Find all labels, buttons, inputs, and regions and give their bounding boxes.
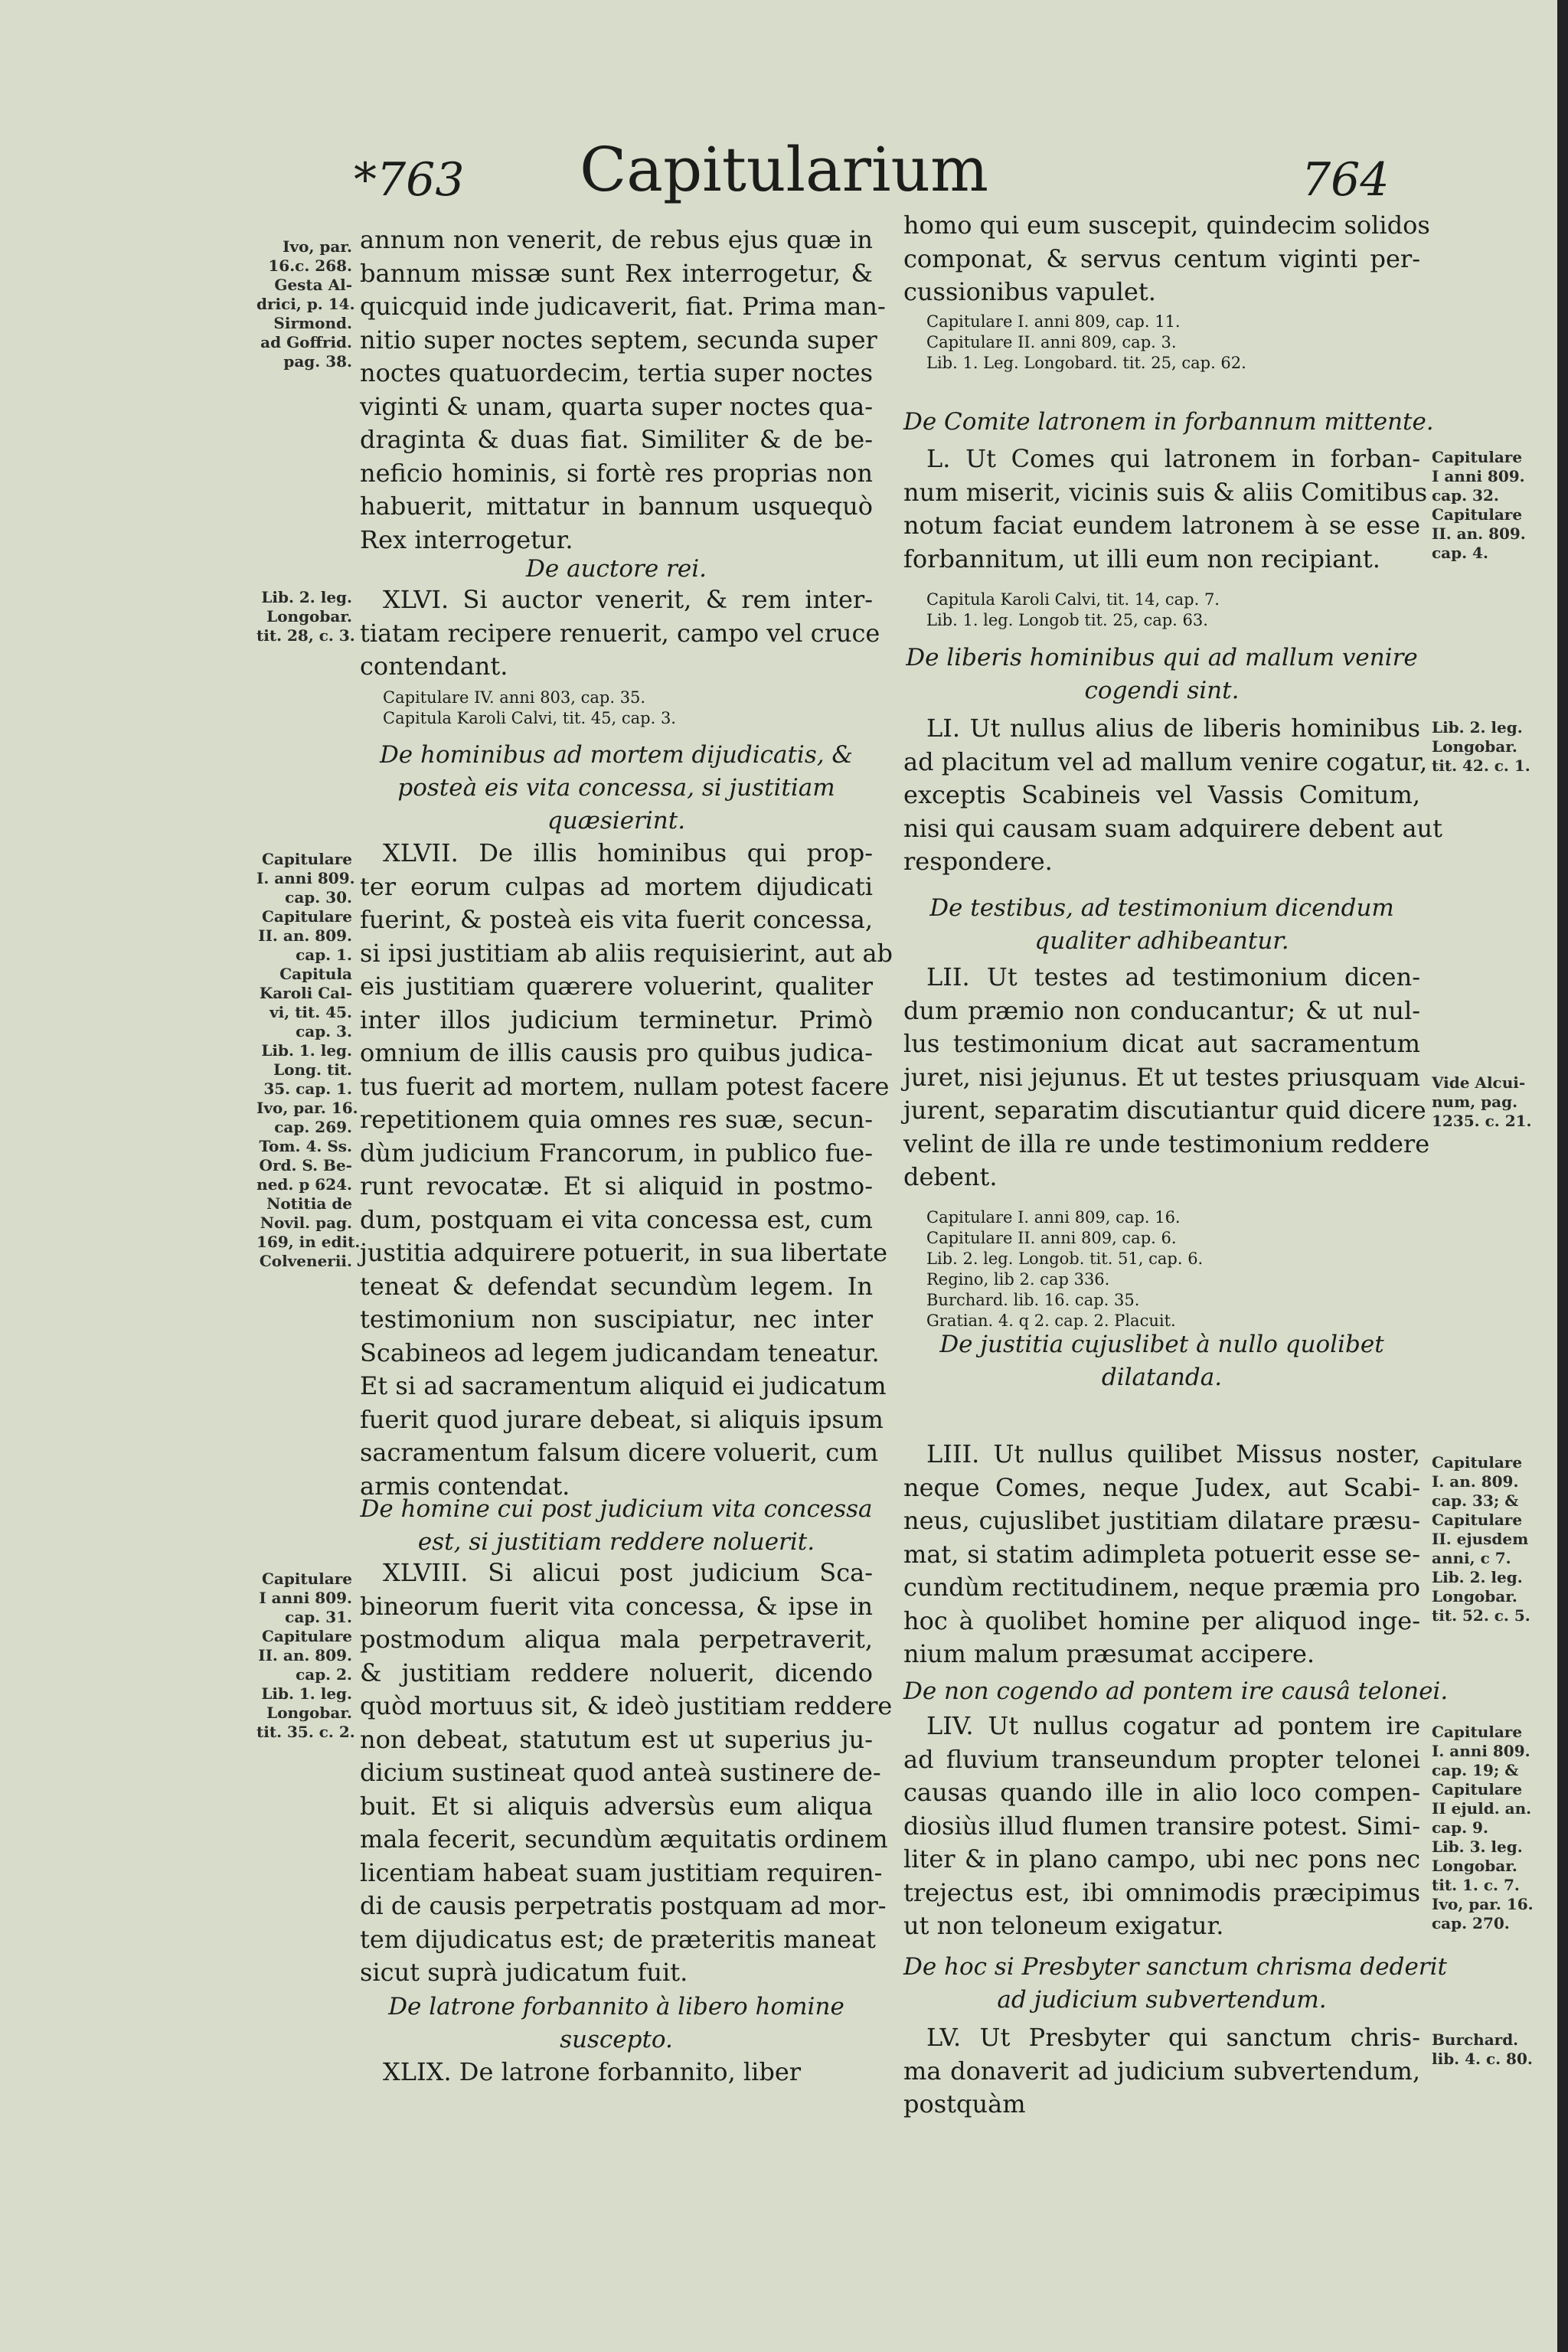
margin-note-line: Vide Alcui- [1432,1073,1526,1092]
text-line: & justitiam reddere noluerit, dicendo [360,1658,873,1687]
text-line: si ipsi justitiam ab aliis requisierint, aut ab [360,938,893,968]
text-line: quicquid inde judicaverit, fiat. Prima man- [360,292,886,321]
text-line: causas quando ille in alio loco compen- [903,1778,1420,1807]
margin-note-line: I anni 809. [259,1589,352,1607]
citation-block [903,1207,1420,1331]
citation-block [903,312,1420,374]
margin-note-line: anni, c 7. [1432,1549,1511,1567]
margin-note-line: ned. p 624. [256,1175,352,1194]
margin-note-line: Lib. 3. leg. [1432,1838,1523,1856]
text-line: componat, & servus centum viginti per- [903,243,1420,273]
text-line: nitio super noctes septem, secunda super [360,325,877,354]
paragraph [903,961,1430,1194]
margin-note-line: I. an. 809. [1432,1472,1519,1491]
text-line: De testibus, ad testimonium dicendum [929,894,1394,922]
margin-note [1432,718,1547,776]
margin-note-line: cap. 19; & [1432,1761,1519,1779]
margin-note [1432,1073,1547,1131]
text-line: runt revocatæ. Et si aliquid in postmo- [360,1171,873,1200]
text-line: quòd mortuus sit, & ideò justitiam reddere [360,1691,893,1720]
text-line: Lib. 1. Leg. Longobard. tit. 25, cap. 62. [926,354,1246,372]
text-line: mala fecerit, secundùm æquitatis ordinem [360,1824,888,1854]
text-line: De liberis hominibus qui ad mallum venire [906,644,1418,671]
text-line: fuerit quod jurare debeat, si aliquis ipsum [360,1404,884,1434]
section-heading [360,1991,873,2056]
text-line: exceptis Scabineis vel Vassis Comitum, [903,780,1420,809]
text-line: De hominibus ad mortem dijudicatis, & [379,741,854,769]
margin-note-line: tit. 1. c. 7. [1432,1876,1520,1894]
text-line: XLVI. Si auctor venerit, & rem inter- [383,585,873,614]
text-line: respondere. [903,847,1053,876]
margin-note-line: Capitulare [1432,1511,1523,1529]
margin-note-line: cap. 2. [296,1665,352,1684]
paragraph [903,1710,1420,1943]
text-line: Capitulare IV. anni 803, cap. 35. [383,688,646,707]
paragraph [360,224,886,557]
text-line: LV. Ut Presbyter qui sanctum chris- [926,2023,1420,2052]
margin-note-line: Lib. 1. leg. [261,1041,352,1060]
text-line: bineorum fuerit vita concessa, & ipse in [360,1591,873,1621]
margin-note-line: Ivo, par. [283,237,352,256]
text-line: ad fluvium transeundum propter telonei [903,1744,1420,1774]
text-line: notum faciat eundem latronem à se esse [903,511,1420,540]
section-heading [360,553,873,586]
text-line: cussionibus vapulet. [903,277,1156,306]
text-line: non debeat, statutum est ut superius ju- [360,1724,873,1754]
text-line: Lib. 1. leg. Longob tit. 25, cap. 63. [926,611,1208,629]
text-line: De hoc si Presbyter sanctum chrisma dederit [903,1953,1448,1981]
margin-note-line: Capitulare [1432,505,1523,524]
text-line: ma donaverit ad judicium subvertendum, [903,2056,1420,2086]
text-line: testimonium non suscipiatur, nec inter [360,1305,873,1334]
margin-note [1432,448,1547,563]
margin-note-line: cap. 270. [1432,1914,1510,1932]
margin-note-line: Lib. 2. leg. [1432,1568,1523,1586]
text-line: De homine cui post judicium vita concessa [360,1495,873,1523]
margin-note-line: Capitulare [1432,1723,1523,1741]
text-line: XLVII. De illis hominibus qui prop- [383,838,873,867]
text-line: ad judicium subvertendum. [997,1986,1327,2014]
text-line: Scabineos ad legem judicandam teneatur. [360,1338,880,1367]
margin-note-line: Karoli Cal- [259,984,352,1002]
text-line: dum, postquam ei vita concessa est, cum [360,1204,873,1234]
text-line: repetitionem quia omnes res suæ, secun- [360,1105,873,1134]
text-line: hoc à quolibet homine per aliquod inge- [903,1606,1420,1635]
text-line: XLVIII. Si alicui post judicium Sca- [383,1558,873,1587]
margin-note [256,588,355,645]
margin-note-line: Capitulare [1432,1453,1523,1472]
text-line: ter eorum culpas ad mortem dijudicati [360,871,873,901]
text-line: postmodum aliqua mala perpetraverit, [360,1625,873,1654]
text-line: dum præmio non conducantur; & ut nul- [903,995,1420,1025]
text-line: posteà eis vita concessa, si justitiam [397,774,835,802]
margin-note-line: Sirmond. [273,314,352,332]
text-line: XLIX. De latrone forbannito, liber [383,2057,802,2086]
text-line: eis justitiam quærere voluerint, qualiter [360,972,873,1001]
margin-note-line: cap. 3. [296,1022,352,1040]
margin-note-line: Ord. S. Be- [259,1156,352,1174]
text-line: De auctore rei. [526,555,707,583]
margin-note-line: pag. 38. [283,352,352,371]
text-line: neque Comes, neque Judex, aut Scabi- [903,1472,1420,1502]
text-line: buit. Et si aliquis adversùs eum aliqua [360,1791,873,1821]
paragraph [360,1557,893,1990]
margin-note [256,1570,355,1742]
paragraph [360,837,893,1503]
text-line: habuerit, mittatur in bannum usquequò [360,492,873,521]
margin-note-line: Capitulare [261,850,352,868]
text-line: nium malum præsumat accipere. [903,1639,1315,1668]
text-line: nisi qui causam suam adquirere debent aut [903,813,1442,843]
margin-note-line: Capitulare [1432,1780,1523,1798]
text-line: neus, cujuslibet justitiam dilatare præsu- [903,1506,1420,1535]
text-line: De justitia cujuslibet à nullo quolibet [939,1331,1384,1358]
margin-note-line: II. an. 809. [1432,524,1526,543]
page-edge-shadow [1557,0,1568,2352]
text-line: liter & in plano campo, ubi nec pons nec [903,1844,1420,1873]
text-line: armis contendat. [360,1471,570,1501]
margin-note [1432,1723,1547,1933]
text-line: mat, si statim adimpleta potuerit esse se- [903,1539,1420,1569]
margin-note [256,850,361,1271]
text-line: Rex interrogetur. [360,524,573,554]
text-line: trejectus est, ibi omnimodis præcipimus [903,1877,1420,1907]
margin-note-line: Longobar. [1432,1857,1517,1875]
text-line: juret, nisi jejunus. Et ut testes priusquam [903,1062,1420,1092]
text-line: licentiam habeat suam justitiam requiren- [360,1857,883,1887]
margin-note-line: cap. 30. [285,888,352,906]
margin-note-line: tit. 42. c. 1. [1432,756,1530,775]
text-line: Regino, lib 2. cap 336. [926,1270,1110,1289]
margin-note-line: tit. 52. c. 5. [1432,1606,1530,1625]
page-number-left: *763 [354,153,465,207]
paragraph [903,2021,1420,2122]
text-line: homo qui eum suscepit, quindecim solidos [903,211,1430,240]
text-line: De latrone forbannito à libero homine [388,1993,844,2020]
margin-note [256,237,355,371]
margin-note-line: II ejuld. an. [1432,1799,1532,1818]
margin-note-line: vi, tit. 45. [270,1003,352,1021]
text-line: contendant. [360,652,508,681]
margin-note-line: Novil. pag. [260,1214,352,1232]
margin-note-line: cap. 1. [296,946,352,964]
text-line: Capitulare I. anni 809, cap. 11. [926,312,1181,331]
text-line: Capitula Karoli Calvi, tit. 45, cap. 3. [383,709,676,727]
text-line: cundùm rectitudinem, neque præmia pro [903,1573,1420,1602]
running-head: Capitularium [580,134,988,205]
margin-note-line: cap. 33; & [1432,1491,1519,1510]
text-line: teneat & defendat secundùm legem. In [360,1271,873,1301]
margin-note-line: cap. 9. [1432,1818,1488,1837]
text-line: omnium de illis causis pro quibus judica- [360,1038,873,1067]
margin-note-line: Tom. 4. Ss. [259,1137,352,1155]
text-line: ut non teloneum exigatur. [903,1911,1224,1940]
margin-note-line: Lib. 1. leg. [261,1684,352,1703]
text-line: annum non venerit, de rebus ejus quæ in [360,225,873,254]
margin-note-line: Capitulare [1432,448,1523,466]
margin-note-line: ad Goffrid. [260,333,352,351]
text-line: justitia adquirere potuerit, in sua libertate [360,1238,888,1267]
margin-note-line: Ivo, par. 16. [1432,1895,1534,1913]
margin-note-line: II. an. 809. [258,926,352,945]
text-line: Capitulare II. anni 809, cap. 6. [926,1229,1177,1247]
margin-note-line: I anni 809. [1432,467,1525,485]
margin-note-line: Ivo, par. 16. [256,1099,358,1117]
margin-note-line: lib. 4. c. 80. [1432,2050,1533,2068]
margin-note-line: Longobar. [266,607,352,626]
margin-note-line: I. anni 809. [1432,1742,1530,1760]
margin-note [1432,2030,1547,2069]
margin-note [1432,1453,1547,1625]
text-line: quæsierint. [547,807,686,835]
text-line: inter illos judicium terminetur. Primò [360,1004,873,1034]
paragraph [360,2056,873,2089]
page-header [0,122,1568,214]
section-heading [903,642,1420,707]
text-line: De Comite latronem in forbannum mittente. [903,408,1434,436]
section-heading [903,406,1434,439]
text-line: Lib. 2. leg. Longob. tit. 51, cap. 6. [926,1250,1204,1268]
text-line: draginta & duas fiat. Similiter & de be- [360,425,873,454]
text-line: bannum missæ sunt Rex interrogetur, & [360,258,873,288]
paragraph [903,1438,1420,1671]
text-line: dùm judicium Francorum, in publico fue- [360,1138,873,1168]
margin-note-line: Burchard. [1432,2030,1519,2049]
section-heading [360,739,873,838]
margin-note-line: Gesta Al- [274,276,352,294]
margin-note-line: I. anni 809. [256,869,355,887]
text-line: debent. [903,1162,998,1191]
text-line: sacramentum falsum dicere voluerit, cum [360,1438,879,1467]
margin-note-line: Colvenerii. [259,1252,352,1270]
margin-note-line: Lib. 2. leg. [1432,718,1523,737]
margin-note-line: 169, in edit. [256,1233,361,1251]
margin-note-line: cap. 4. [1432,544,1488,562]
text-line: num miserit, vicinis suis & aliis Comitibus [903,477,1428,507]
text-line: De non cogendo ad pontem ire causâ telonei. [903,1677,1449,1705]
section-heading [903,1675,1449,1708]
text-line: diosiùs illud flumen transire potest. Simi- [903,1811,1420,1841]
section-heading [903,1951,1448,2017]
text-line: velint de illa re unde testimonium reddere [903,1129,1430,1158]
paragraph [903,209,1430,309]
text-line: postquàm [903,2089,1026,2118]
section-heading [903,892,1420,958]
margin-note-line: Capitulare [261,907,352,926]
text-line: forbannitum, ut illi eum non recipiant. [903,544,1380,573]
margin-note-line: tit. 35. c. 2. [256,1723,355,1741]
text-line: est, si justitiam reddere noluerit. [417,1528,815,1556]
text-line: dilatanda. [1101,1364,1223,1391]
margin-note-line: Capitula [279,965,352,983]
text-line: tem dijudicatus est; de præteritis maneat [360,1924,876,1954]
margin-note-line: Capitulare [261,1627,352,1645]
paragraph [903,712,1442,879]
text-line: sicut suprà judicatum fuit. [360,1958,688,1987]
margin-note-line: Longobar. [1432,737,1517,756]
text-line: Capitulare II. anni 809, cap. 3. [926,333,1177,351]
text-line: fuerint, & posteà eis vita fuerit concessa, [360,905,873,934]
margin-note-line: cap. 269. [274,1118,352,1136]
margin-note-line: cap. 32. [1432,486,1499,505]
text-line: viginti & unam, quarta super noctes qua- [360,391,873,421]
text-line: neficio hominis, si fortè res proprias non [360,458,873,488]
margin-note-line: Long. tit. [273,1060,352,1079]
text-line: noctes quatuordecim, tertia super noctes [360,358,874,387]
text-line: ad placitum vel ad mallum venire cogatur, [903,746,1428,776]
text-line: suscepto. [560,2026,673,2053]
text-line: cogendi sint. [1084,677,1240,704]
text-line: Gratian. 4. q 2. cap. 2. Placuit. [926,1312,1176,1330]
text-line: Capitula Karoli Calvi, tit. 14, cap. 7. [926,590,1220,609]
text-line: Capitulare I. anni 809, cap. 16. [926,1208,1181,1227]
margin-note-line: Longobar. [266,1704,352,1722]
text-line: LI. Ut nullus alius de liberis hominibus [926,714,1420,743]
text-line: qualiter adhibeantur. [1034,927,1289,955]
text-line: Et si ad sacramentum aliquid ei judicatum [360,1371,887,1400]
margin-note-line: Lib. 2. leg. [261,588,352,606]
margin-note-line: num, pag. [1432,1093,1518,1111]
margin-note-line: cap. 31. [285,1608,352,1626]
page-number-right: 764 [1302,153,1390,207]
text-line: di de causis perpetratis postquam ad mor- [360,1891,887,1920]
paragraph [903,443,1428,576]
section-heading [903,1328,1420,1394]
margin-note-line: Capitulare [261,1570,352,1588]
margin-note-line: II. ejusdem [1432,1530,1529,1548]
margin-note-line: Notitia de [266,1194,352,1213]
text-line: LIV. Ut nullus cogatur ad pontem ire [926,1711,1420,1740]
text-line: tiatam recipere renuerit, campo vel cruce [360,618,880,648]
margin-note-line: 16.c. 268. [268,256,352,275]
section-heading [360,1493,873,1559]
text-line: LIII. Ut nullus quilibet Missus noster, [926,1439,1420,1468]
citation-block [903,590,1420,631]
text-line: Burchard. lib. 16. cap. 35. [926,1291,1140,1309]
text-line: jurent, separatim discutiantur quid dicere [903,1096,1426,1125]
margin-note-line: drici, p. 14. [256,295,355,313]
text-line: LII. Ut testes ad testimonium dicen- [926,962,1420,991]
margin-note-line: II. an. 809. [258,1646,352,1664]
citation-block [360,688,873,729]
margin-note-line: Longobar. [1432,1587,1517,1606]
margin-note-line: 35. cap. 1. [263,1080,352,1098]
paragraph [360,583,880,684]
text-line: lus testimonium dicat aut sacramentum [903,1029,1420,1058]
text-line: tus fuerit ad mortem, nullam potest facere [360,1071,890,1101]
margin-note-line: 1235. c. 21. [1432,1112,1532,1130]
text-line: L. Ut Comes qui latronem in forban- [926,444,1420,473]
text-line: dicium sustineat quod anteà sustinere de- [360,1758,881,1787]
margin-note-line: tit. 28, c. 3. [256,626,355,645]
